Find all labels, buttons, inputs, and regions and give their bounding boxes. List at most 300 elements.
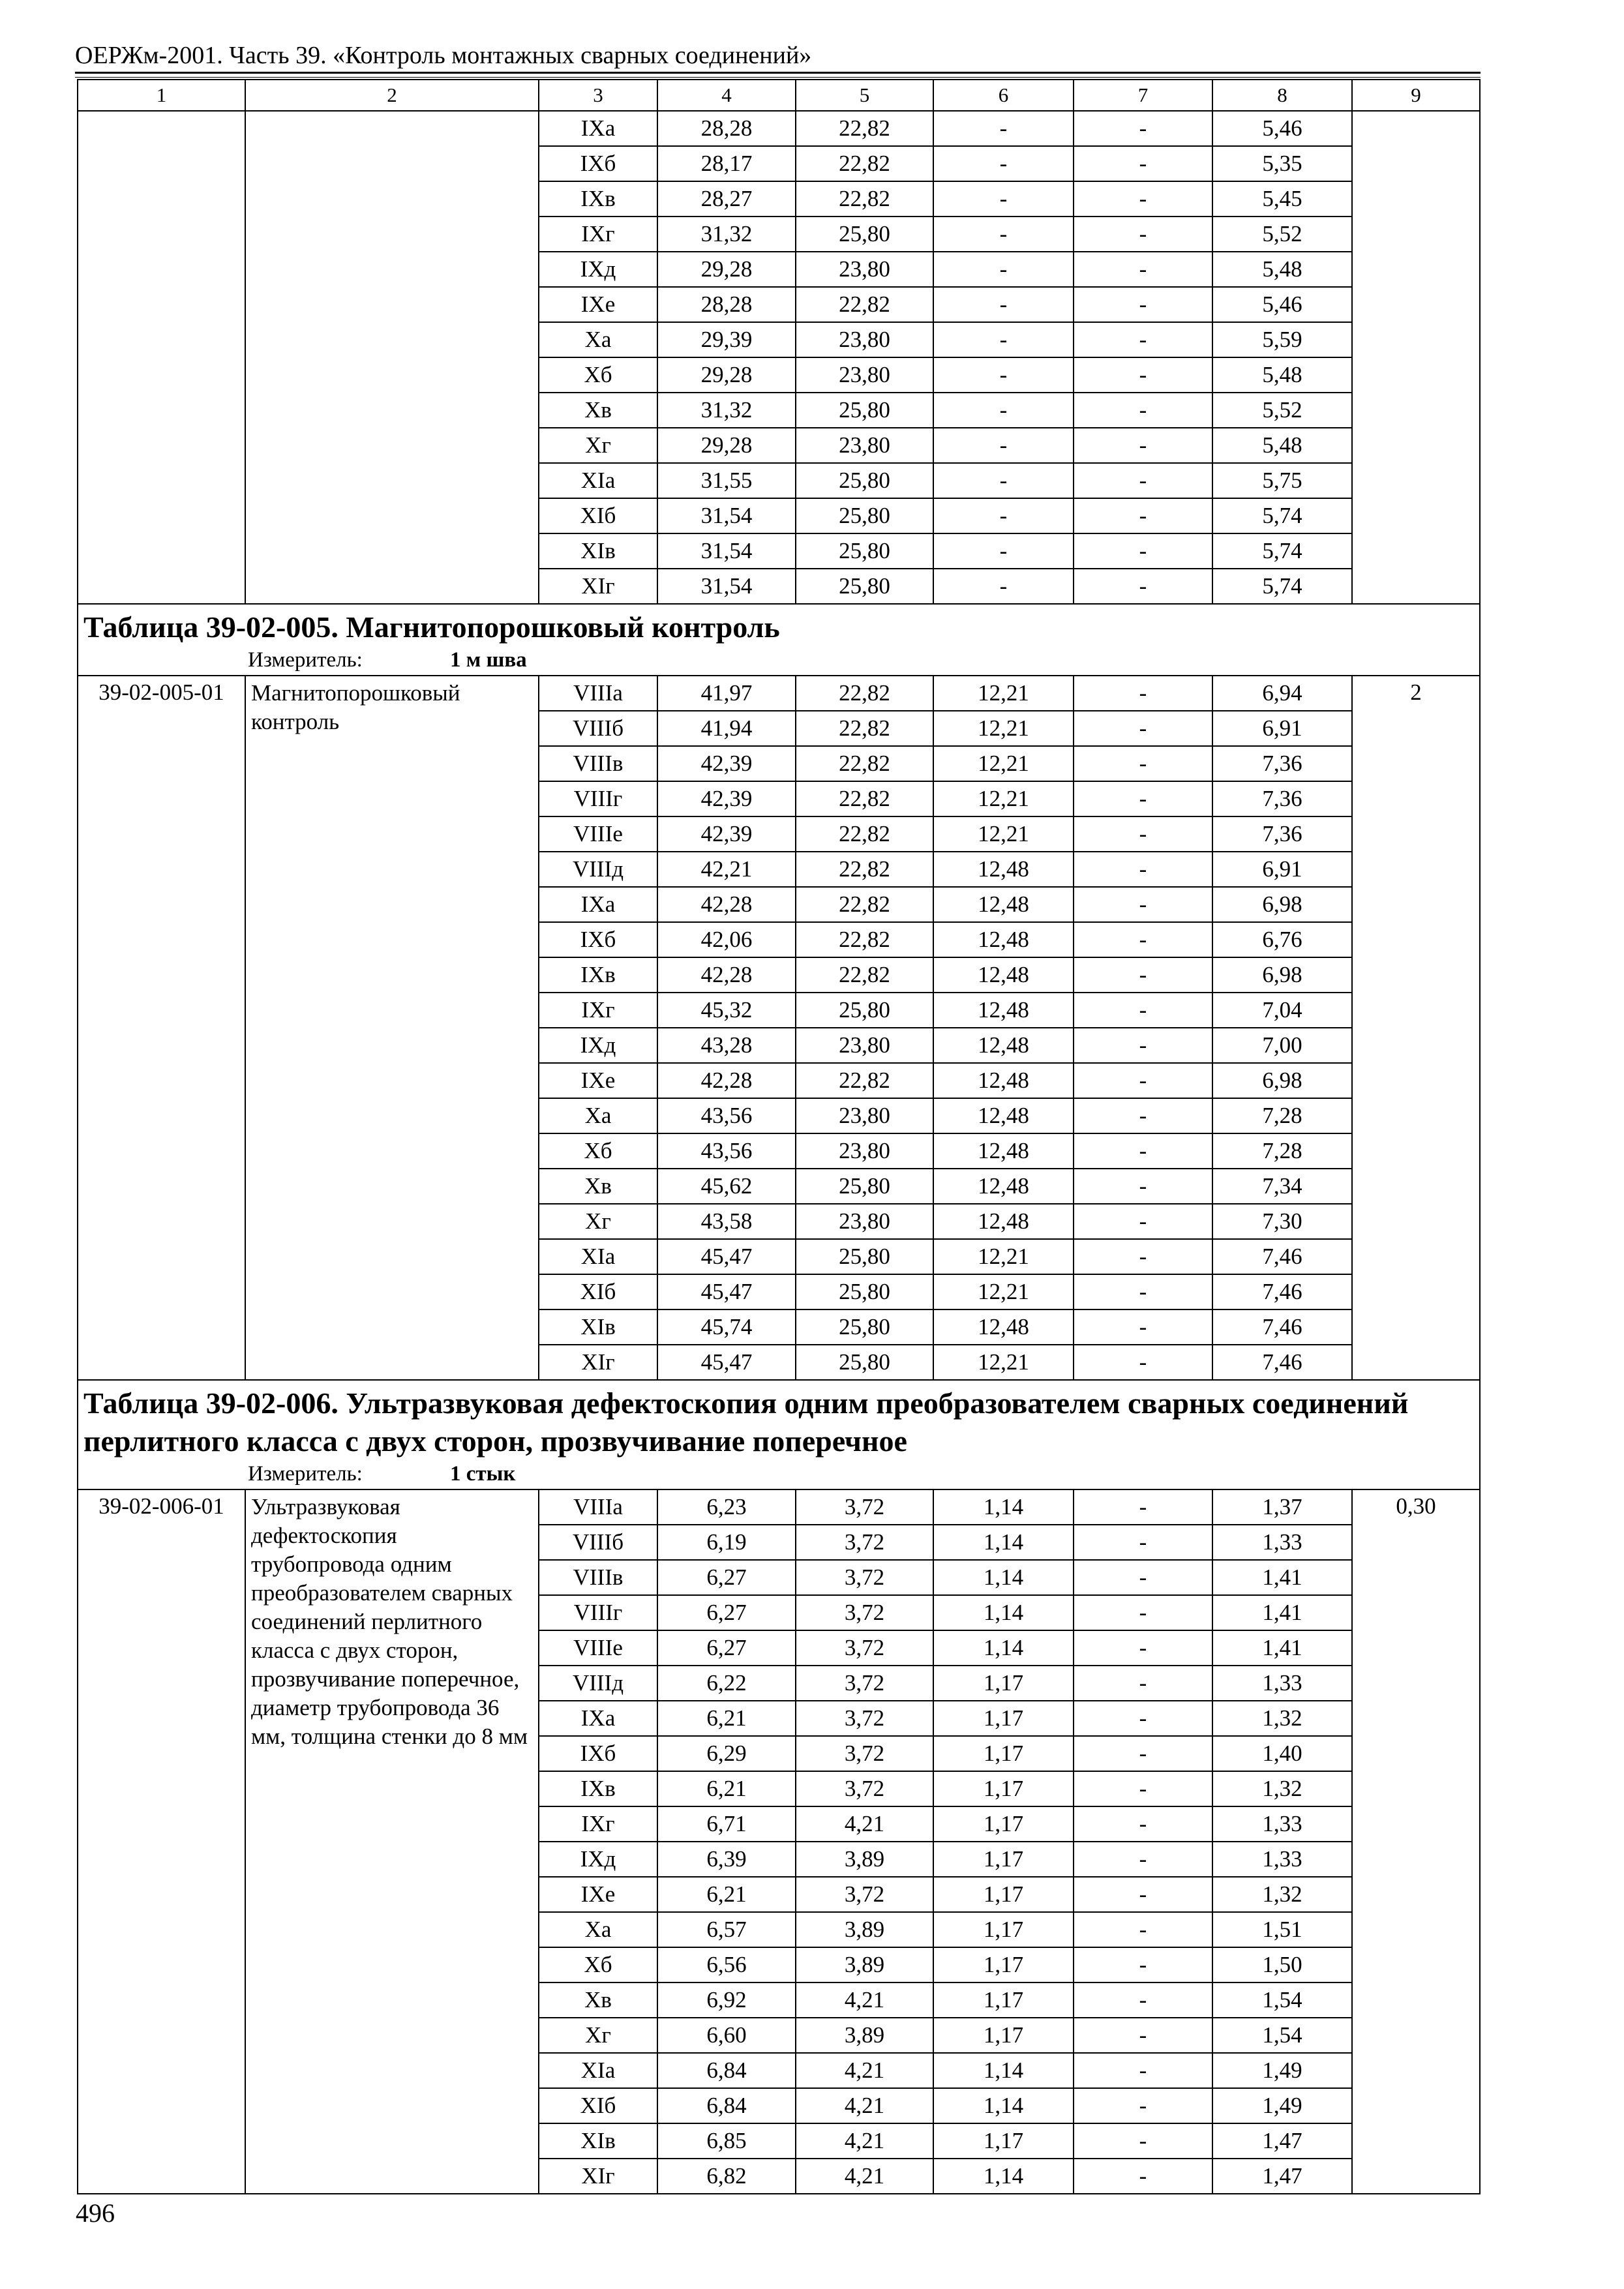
total-cost-cell: 31,54: [657, 569, 796, 604]
wages-cell: 22,82: [796, 146, 933, 181]
rates-table: [77, 79, 1481, 2194]
page-number: 496: [76, 2198, 115, 2228]
class-cell: VIIIв: [539, 746, 657, 781]
class-cell: XIа: [539, 2053, 657, 2088]
materials-cell: 6,98: [1212, 1063, 1352, 1098]
wages-cell: 25,80: [796, 1274, 933, 1309]
total-cost-cell: 6,84: [657, 2088, 796, 2123]
machines-cell: 1,17: [933, 1842, 1074, 1877]
total-cost-cell: 31,32: [657, 393, 796, 428]
table-row: [78, 1489, 1480, 1525]
class-cell: IXв: [539, 1771, 657, 1806]
materials-cell: 1,51: [1212, 1912, 1352, 1947]
column-number: 6: [933, 80, 1074, 111]
materials-cell: 1,41: [1212, 1595, 1352, 1630]
drivers-wages-cell: -: [1074, 2159, 1212, 2194]
materials-cell: 1,32: [1212, 1701, 1352, 1736]
total-cost-cell: 28,17: [657, 146, 796, 181]
total-cost-cell: 29,28: [657, 252, 796, 287]
machines-cell: 1,17: [933, 1666, 1074, 1701]
materials-cell: 5,45: [1212, 181, 1352, 217]
drivers-wages-cell: -: [1074, 1982, 1212, 2018]
wages-cell: 22,82: [796, 957, 933, 993]
machines-cell: 12,48: [933, 922, 1074, 957]
materials-cell: 1,54: [1212, 1982, 1352, 2018]
wages-cell: 4,21: [796, 1806, 933, 1842]
drivers-wages-cell: -: [1074, 1274, 1212, 1309]
machines-cell: 1,17: [933, 1912, 1074, 1947]
total-cost-cell: 41,97: [657, 676, 796, 711]
column-number: 2: [245, 80, 539, 111]
machines-cell: 1,17: [933, 1701, 1074, 1736]
table-row: [78, 676, 1480, 711]
machines-cell: -: [933, 357, 1074, 393]
total-cost-cell: 31,55: [657, 463, 796, 498]
wages-cell: 3,89: [796, 2018, 933, 2053]
total-cost-cell: 31,54: [657, 498, 796, 533]
drivers-wages-cell: -: [1074, 676, 1212, 711]
machines-cell: 1,17: [933, 1736, 1074, 1771]
materials-cell: 1,33: [1212, 1842, 1352, 1877]
table-title: Таблица 39-02-006. Ультразвуковая дефектоскопия одним преобразователем сварных соединений перлитного класса с двух сторон, прозвучивание поперечное: [83, 1386, 1409, 1458]
drivers-wages-cell: -: [1074, 1560, 1212, 1595]
class-cell: XIг: [539, 2159, 657, 2194]
materials-cell: 1,33: [1212, 1525, 1352, 1560]
machines-cell: 12,48: [933, 887, 1074, 922]
wages-cell: 23,80: [796, 1204, 933, 1239]
total-cost-cell: 6,29: [657, 1736, 796, 1771]
total-cost-cell: 29,39: [657, 322, 796, 357]
total-cost-cell: 45,47: [657, 1274, 796, 1309]
drivers-wages-cell: -: [1074, 1204, 1212, 1239]
name-cell: Магнитопорошковый контроль: [245, 676, 539, 1380]
section-heading: [78, 1380, 1480, 1489]
total-cost-cell: 42,21: [657, 852, 796, 887]
machines-cell: 12,21: [933, 1345, 1074, 1380]
wages-cell: 4,21: [796, 2123, 933, 2159]
class-cell: IXв: [539, 181, 657, 217]
materials-cell: 7,00: [1212, 1028, 1352, 1063]
machines-cell: 12,21: [933, 676, 1074, 711]
materials-cell: 5,48: [1212, 428, 1352, 463]
class-cell: Xа: [539, 1912, 657, 1947]
materials-cell: 5,74: [1212, 533, 1352, 569]
qty-cell: 2: [1352, 676, 1480, 1380]
materials-cell: 1,40: [1212, 1736, 1352, 1771]
machines-cell: -: [933, 393, 1074, 428]
class-cell: Xб: [539, 1947, 657, 1982]
wages-cell: 22,82: [796, 816, 933, 852]
wages-cell: 3,72: [796, 1666, 933, 1701]
wages-cell: 23,80: [796, 428, 933, 463]
total-cost-cell: 43,28: [657, 1028, 796, 1063]
total-cost-cell: 29,28: [657, 428, 796, 463]
class-cell: IXд: [539, 252, 657, 287]
materials-cell: 1,33: [1212, 1806, 1352, 1842]
class-cell: XIб: [539, 1274, 657, 1309]
total-cost-cell: 6,82: [657, 2159, 796, 2194]
total-cost-cell: 42,28: [657, 887, 796, 922]
drivers-wages-cell: -: [1074, 463, 1212, 498]
total-cost-cell: 28,28: [657, 111, 796, 146]
wages-cell: 23,80: [796, 1133, 933, 1169]
materials-cell: 1,32: [1212, 1877, 1352, 1912]
class-cell: Xа: [539, 322, 657, 357]
machines-cell: 12,21: [933, 711, 1074, 746]
drivers-wages-cell: -: [1074, 1098, 1212, 1133]
materials-cell: 5,52: [1212, 217, 1352, 252]
qty-cell: 0,30: [1352, 1489, 1480, 2194]
drivers-wages-cell: -: [1074, 111, 1212, 146]
total-cost-cell: 6,21: [657, 1771, 796, 1806]
class-cell: Xб: [539, 357, 657, 393]
column-number: 1: [78, 80, 245, 111]
class-cell: XIв: [539, 533, 657, 569]
total-cost-cell: 6,71: [657, 1806, 796, 1842]
machines-cell: -: [933, 428, 1074, 463]
drivers-wages-cell: -: [1074, 1630, 1212, 1666]
total-cost-cell: 6,92: [657, 1982, 796, 2018]
class-cell: IXа: [539, 111, 657, 146]
machines-cell: 1,17: [933, 2018, 1074, 2053]
total-cost-cell: 6,22: [657, 1666, 796, 1701]
drivers-wages-cell: -: [1074, 428, 1212, 463]
meter-line: [83, 646, 1474, 675]
total-cost-cell: 31,32: [657, 217, 796, 252]
class-cell: VIIIа: [539, 676, 657, 711]
materials-cell: 5,52: [1212, 393, 1352, 428]
materials-cell: 7,46: [1212, 1239, 1352, 1274]
machines-cell: 1,17: [933, 1982, 1074, 2018]
wages-cell: 4,21: [796, 2053, 933, 2088]
machines-cell: 1,17: [933, 1771, 1074, 1806]
drivers-wages-cell: -: [1074, 2053, 1212, 2088]
wages-cell: 22,82: [796, 1063, 933, 1098]
wages-cell: 25,80: [796, 498, 933, 533]
drivers-wages-cell: -: [1074, 1595, 1212, 1630]
wages-cell: 3,72: [796, 1630, 933, 1666]
materials-cell: 5,48: [1212, 252, 1352, 287]
meter-unit: 1 м шва: [450, 648, 527, 672]
class-cell: VIIIг: [539, 781, 657, 816]
wages-cell: 25,80: [796, 993, 933, 1028]
column-number: 7: [1074, 80, 1212, 111]
code-cell: 39-02-006-01: [78, 1489, 245, 2194]
class-cell: XIа: [539, 463, 657, 498]
meter-label: Измеритель:: [248, 648, 363, 672]
materials-cell: 7,36: [1212, 816, 1352, 852]
machines-cell: 12,48: [933, 852, 1074, 887]
class-cell: VIIIб: [539, 1525, 657, 1560]
wages-cell: 22,82: [796, 922, 933, 957]
materials-cell: 7,46: [1212, 1345, 1352, 1380]
wages-cell: 23,80: [796, 322, 933, 357]
wages-cell: 4,21: [796, 2159, 933, 2194]
wages-cell: 25,80: [796, 463, 933, 498]
total-cost-cell: 6,21: [657, 1877, 796, 1912]
machines-cell: -: [933, 111, 1074, 146]
wages-cell: 25,80: [796, 569, 933, 604]
drivers-wages-cell: -: [1074, 1842, 1212, 1877]
machines-cell: -: [933, 252, 1074, 287]
machines-cell: 1,17: [933, 1947, 1074, 1982]
total-cost-cell: 42,28: [657, 1063, 796, 1098]
total-cost-cell: 6,27: [657, 1630, 796, 1666]
drivers-wages-cell: -: [1074, 322, 1212, 357]
table-title: Таблица 39-02-005. Магнитопорошковый контроль: [83, 610, 780, 644]
materials-cell: 1,49: [1212, 2053, 1352, 2088]
class-cell: VIIIе: [539, 816, 657, 852]
machines-cell: 12,21: [933, 816, 1074, 852]
column-number-row: [78, 80, 1480, 111]
class-cell: VIIIв: [539, 1560, 657, 1595]
wages-cell: 23,80: [796, 252, 933, 287]
class-cell: VIIIг: [539, 1595, 657, 1630]
machines-cell: -: [933, 463, 1074, 498]
class-cell: VIIIа: [539, 1489, 657, 1525]
wages-cell: 3,72: [796, 1525, 933, 1560]
materials-cell: 7,34: [1212, 1169, 1352, 1204]
drivers-wages-cell: -: [1074, 1028, 1212, 1063]
total-cost-cell: 6,27: [657, 1560, 796, 1595]
drivers-wages-cell: -: [1074, 1666, 1212, 1701]
machines-cell: 1,14: [933, 1595, 1074, 1630]
class-cell: IXг: [539, 1806, 657, 1842]
machines-cell: 12,48: [933, 1169, 1074, 1204]
code-cell: 39-02-005-01: [78, 676, 245, 1380]
class-cell: XIг: [539, 1345, 657, 1380]
meter-label: Измеритель:: [248, 1462, 363, 1486]
name-cell: [245, 111, 539, 604]
materials-cell: 6,91: [1212, 711, 1352, 746]
total-cost-cell: 28,27: [657, 181, 796, 217]
drivers-wages-cell: -: [1074, 1701, 1212, 1736]
class-cell: VIIIд: [539, 1666, 657, 1701]
drivers-wages-cell: -: [1074, 711, 1212, 746]
column-number: 5: [796, 80, 933, 111]
materials-cell: 5,74: [1212, 569, 1352, 604]
materials-cell: 7,36: [1212, 781, 1352, 816]
wages-cell: 25,80: [796, 533, 933, 569]
drivers-wages-cell: -: [1074, 957, 1212, 993]
class-cell: IXб: [539, 922, 657, 957]
total-cost-cell: 6,84: [657, 2053, 796, 2088]
materials-cell: 6,76: [1212, 922, 1352, 957]
drivers-wages-cell: -: [1074, 1489, 1212, 1525]
drivers-wages-cell: -: [1074, 2018, 1212, 2053]
wages-cell: 3,72: [796, 1736, 933, 1771]
drivers-wages-cell: -: [1074, 922, 1212, 957]
wages-cell: 22,82: [796, 887, 933, 922]
total-cost-cell: 6,39: [657, 1842, 796, 1877]
class-cell: IXа: [539, 1701, 657, 1736]
total-cost-cell: 28,28: [657, 287, 796, 322]
drivers-wages-cell: -: [1074, 181, 1212, 217]
materials-cell: 5,46: [1212, 287, 1352, 322]
total-cost-cell: 42,39: [657, 781, 796, 816]
total-cost-cell: 6,27: [657, 1595, 796, 1630]
drivers-wages-cell: -: [1074, 287, 1212, 322]
materials-cell: 7,04: [1212, 993, 1352, 1028]
section-heading-row: [78, 1380, 1480, 1489]
machines-cell: 1,17: [933, 2123, 1074, 2159]
class-cell: VIIIе: [539, 1630, 657, 1666]
class-cell: Xг: [539, 1204, 657, 1239]
machines-cell: 12,48: [933, 1028, 1074, 1063]
total-cost-cell: 6,56: [657, 1947, 796, 1982]
drivers-wages-cell: -: [1074, 393, 1212, 428]
materials-cell: 5,35: [1212, 146, 1352, 181]
drivers-wages-cell: -: [1074, 1736, 1212, 1771]
materials-cell: 5,59: [1212, 322, 1352, 357]
wages-cell: 23,80: [796, 1098, 933, 1133]
machines-cell: 12,48: [933, 1309, 1074, 1345]
wages-cell: 25,80: [796, 1309, 933, 1345]
meter-line: [83, 1460, 1474, 1489]
column-number: 8: [1212, 80, 1352, 111]
wages-cell: 22,82: [796, 676, 933, 711]
meter-unit: 1 стык: [450, 1462, 516, 1486]
drivers-wages-cell: -: [1074, 357, 1212, 393]
column-number: 9: [1352, 80, 1480, 111]
name-cell: Ультразвуковая дефектоскопия трубопровода одним преобразователем сварных соединений перлитного класса с двух сторон, прозвучивание поперечное, диаметр трубопровода 36 мм, толщина стенки до 8 мм: [245, 1489, 539, 2194]
machines-cell: -: [933, 146, 1074, 181]
machines-cell: 12,48: [933, 957, 1074, 993]
machines-cell: 12,48: [933, 993, 1074, 1028]
column-number: 3: [539, 80, 657, 111]
materials-cell: 1,47: [1212, 2123, 1352, 2159]
wages-cell: 4,21: [796, 2088, 933, 2123]
total-cost-cell: 45,47: [657, 1345, 796, 1380]
machines-cell: -: [933, 569, 1074, 604]
materials-cell: 1,32: [1212, 1771, 1352, 1806]
materials-cell: 7,30: [1212, 1204, 1352, 1239]
materials-cell: 7,28: [1212, 1133, 1352, 1169]
total-cost-cell: 42,39: [657, 746, 796, 781]
total-cost-cell: 42,39: [657, 816, 796, 852]
drivers-wages-cell: -: [1074, 1912, 1212, 1947]
drivers-wages-cell: -: [1074, 1947, 1212, 1982]
materials-cell: 7,46: [1212, 1309, 1352, 1345]
drivers-wages-cell: -: [1074, 1345, 1212, 1380]
class-cell: VIIIб: [539, 711, 657, 746]
wages-cell: 22,82: [796, 181, 933, 217]
wages-cell: 23,80: [796, 1028, 933, 1063]
class-cell: XIа: [539, 1239, 657, 1274]
table-row: [78, 111, 1480, 146]
class-cell: IXг: [539, 993, 657, 1028]
class-cell: IXа: [539, 887, 657, 922]
materials-cell: 6,94: [1212, 676, 1352, 711]
drivers-wages-cell: -: [1074, 993, 1212, 1028]
total-cost-cell: 6,60: [657, 2018, 796, 2053]
drivers-wages-cell: -: [1074, 1771, 1212, 1806]
wages-cell: 3,72: [796, 1877, 933, 1912]
class-cell: IXд: [539, 1028, 657, 1063]
total-cost-cell: 31,54: [657, 533, 796, 569]
total-cost-cell: 45,62: [657, 1169, 796, 1204]
drivers-wages-cell: -: [1074, 746, 1212, 781]
column-number: 4: [657, 80, 796, 111]
class-cell: Xв: [539, 393, 657, 428]
wages-cell: 25,80: [796, 1345, 933, 1380]
class-cell: IXе: [539, 1877, 657, 1912]
machines-cell: -: [933, 322, 1074, 357]
class-cell: XIб: [539, 498, 657, 533]
machines-cell: -: [933, 217, 1074, 252]
wages-cell: 22,82: [796, 852, 933, 887]
class-cell: XIв: [539, 1309, 657, 1345]
machines-cell: 12,48: [933, 1098, 1074, 1133]
drivers-wages-cell: -: [1074, 816, 1212, 852]
machines-cell: 1,17: [933, 1806, 1074, 1842]
total-cost-cell: 42,28: [657, 957, 796, 993]
machines-cell: 12,48: [933, 1133, 1074, 1169]
section-heading: [78, 604, 1480, 676]
machines-cell: 1,14: [933, 2159, 1074, 2194]
class-cell: IXв: [539, 957, 657, 993]
header-rule: [75, 72, 1481, 74]
wages-cell: 22,82: [796, 111, 933, 146]
machines-cell: -: [933, 181, 1074, 217]
code-cell: [78, 111, 245, 604]
materials-cell: 6,98: [1212, 887, 1352, 922]
materials-cell: 6,91: [1212, 852, 1352, 887]
machines-cell: 12,48: [933, 1204, 1074, 1239]
machines-cell: 1,17: [933, 1877, 1074, 1912]
materials-cell: 7,28: [1212, 1098, 1352, 1133]
drivers-wages-cell: -: [1074, 252, 1212, 287]
class-cell: Xг: [539, 2018, 657, 2053]
wages-cell: 3,89: [796, 1912, 933, 1947]
total-cost-cell: 43,58: [657, 1204, 796, 1239]
class-cell: Xг: [539, 428, 657, 463]
class-cell: Xв: [539, 1169, 657, 1204]
materials-cell: 1,37: [1212, 1489, 1352, 1525]
wages-cell: 3,89: [796, 1947, 933, 1982]
drivers-wages-cell: -: [1074, 569, 1212, 604]
drivers-wages-cell: -: [1074, 1525, 1212, 1560]
machines-cell: -: [933, 533, 1074, 569]
wages-cell: 3,72: [796, 1489, 933, 1525]
wages-cell: 25,80: [796, 393, 933, 428]
drivers-wages-cell: -: [1074, 533, 1212, 569]
wages-cell: 25,80: [796, 217, 933, 252]
class-cell: IXб: [539, 1736, 657, 1771]
materials-cell: 1,50: [1212, 1947, 1352, 1982]
materials-cell: 5,48: [1212, 357, 1352, 393]
materials-cell: 7,36: [1212, 746, 1352, 781]
wages-cell: 3,72: [796, 1560, 933, 1595]
drivers-wages-cell: -: [1074, 1309, 1212, 1345]
wages-cell: 25,80: [796, 1239, 933, 1274]
class-cell: VIIIд: [539, 852, 657, 887]
total-cost-cell: 45,32: [657, 993, 796, 1028]
total-cost-cell: 6,85: [657, 2123, 796, 2159]
materials-cell: 6,98: [1212, 957, 1352, 993]
drivers-wages-cell: -: [1074, 1169, 1212, 1204]
wages-cell: 22,82: [796, 287, 933, 322]
materials-cell: 1,41: [1212, 1560, 1352, 1595]
wages-cell: 23,80: [796, 357, 933, 393]
machines-cell: 1,14: [933, 1489, 1074, 1525]
wages-cell: 3,72: [796, 1771, 933, 1806]
materials-cell: 5,74: [1212, 498, 1352, 533]
machines-cell: -: [933, 287, 1074, 322]
wages-cell: 22,82: [796, 781, 933, 816]
wages-cell: 4,21: [796, 1982, 933, 2018]
class-cell: IXб: [539, 146, 657, 181]
